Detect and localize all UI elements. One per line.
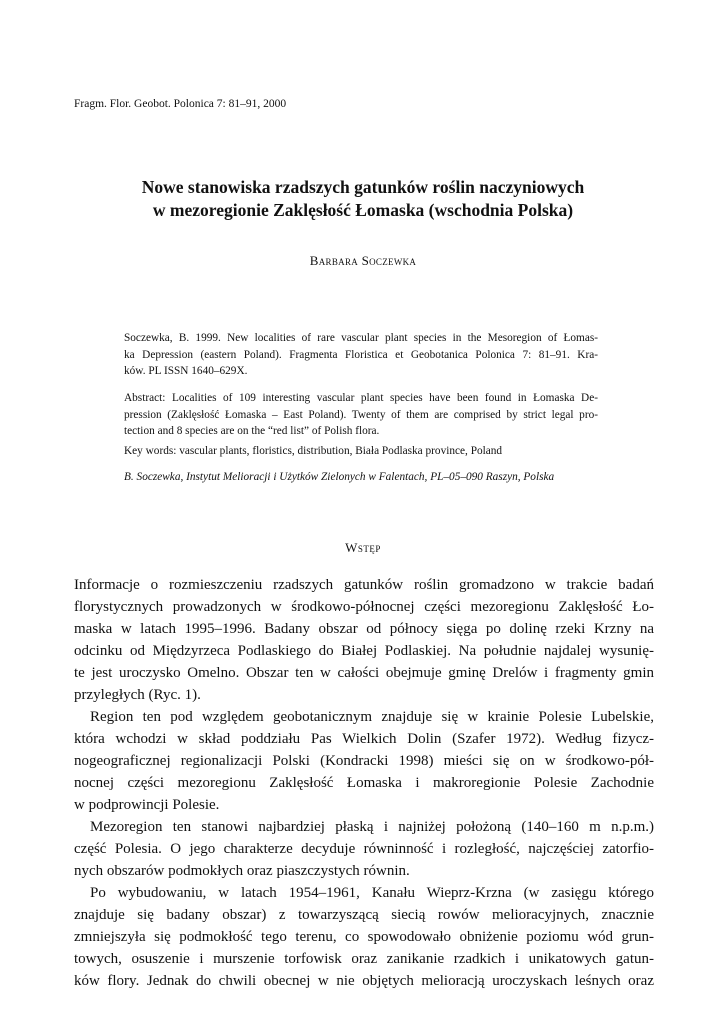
section-heading: Wstęp <box>345 540 381 555</box>
affiliation-line: B. Soczewka, Instytut Melioracji i Użytków Zielonych w Falentach, PL–05–090 Raszyn, Polska <box>124 471 555 483</box>
body-line: Mezoregion ten stanowi najbardziej płaską i najniżej położoną (140–160 m n.p.m.) <box>90 819 654 835</box>
body-line: te jest uroczysko Omelno. Obszar ten w całości obejmuje gminę Drelów i fragmenty gmin <box>74 665 654 681</box>
body-line: ków flory. Jednak do chwili obecnej w nie objętych melioracją uroczyskach leśnych oraz <box>74 973 654 989</box>
body-line: która wchodzi w skład poddziału Pas Wielkich Dolin (Szafer 1972). Według fizycz- <box>74 731 654 747</box>
body-line: nogeograficznej regionalizacji Polski (Kondracki 1998) mieści się on w środkowo-pół- <box>74 753 654 769</box>
body-line: odcinku od Międzyrzeca Podlaskiego do Białej Podlaskiej. Na południe najdalej wysunię- <box>74 643 654 659</box>
title-line-2: w mezoregionie Zaklęsłość Łomaska (wschodnia Polska) <box>152 200 574 220</box>
citation-line-2: ka Depression (eastern Poland). Fragmenta Floristica et Geobotanica Polonica 7: 81–91. Kra- <box>124 348 598 361</box>
affiliation-block <box>124 469 598 486</box>
body-line: w podprowincji Polesie. <box>74 797 220 813</box>
body-line: maska w latach 1995–1996. Badany obszar od północy sięga po dolinę rzeki Krzny na <box>74 621 654 637</box>
citation-line-1: Soczewka, B. 1999. New localities of rare vascular plant species in the Mesoregion of Łomas- <box>124 332 598 344</box>
keywords-block <box>124 443 598 460</box>
body-line: Region ten pod względem geobotanicznym znajduje się w krainie Polesie Lubelskie, <box>90 709 654 725</box>
body-line: część Polesia. O jego charakterze decyduje równinność i rozległość, najczęściej zatorfio- <box>74 841 654 857</box>
body-line: nocnej części mezoregionu Zaklęsłość Łomaska i makroregionie Polesie Zachodnie <box>74 775 654 791</box>
body-line: przyległych (Ryc. 1). <box>74 687 201 703</box>
body-line: zmniejszyła się podmokłość tego terenu, co spowodowało obniżenie poziomu wód grun- <box>74 929 654 945</box>
abstract-line-2: pression (Zaklęsłość Łomaska – East Poland). Twenty of them are comprised by strict legal pro- <box>124 408 598 421</box>
abstract-block <box>124 390 598 440</box>
body-text <box>74 574 654 992</box>
title-line-1: Nowe stanowiska rzadszych gatunków roślin naczyniowych <box>141 177 585 197</box>
abstract-line-1: Abstract: Localities of 109 interesting vascular plant species have been found in Łomaska De- <box>124 392 598 404</box>
body-line: Informacje o rozmieszczeniu rzadszych gatunków roślin gromadzono w trakcie badań <box>74 577 654 593</box>
body-line: nych obszarów podmokłych oraz piaszczystych równin. <box>74 863 410 879</box>
citation-line-3: ków. PL ISSN 1640–629X. <box>124 365 248 378</box>
article-title <box>60 176 666 222</box>
author-name: Barbara Soczewka <box>309 253 417 268</box>
citation-block <box>124 330 598 380</box>
body-line: florystycznych prowadzonych w środkowo-północnej części mezoregionu Zaklęsłość Ło- <box>74 599 654 615</box>
body-line: towych, osuszenie i murszenie torfowisk oraz zanikanie rzadkich i unikatowych gatun- <box>74 951 654 967</box>
body-line: znajduje się badany obszar) z towarzyszącą siecią rowów melioracyjnych, znacznie <box>74 907 654 923</box>
body-line: Po wybudowaniu, w latach 1954–1961, Kanału Wieprz-Krzna (w zasięgu którego <box>90 885 654 901</box>
keywords-line: Key words: vascular plants, floristics, distribution, Biała Podlaska province, Poland <box>124 445 503 457</box>
abstract-line-3: tection and 8 species are on the “red list” of Polish flora. <box>124 425 380 438</box>
running-head: Fragm. Flor. Geobot. Polonica 7: 81–91, 2000 <box>74 98 287 110</box>
